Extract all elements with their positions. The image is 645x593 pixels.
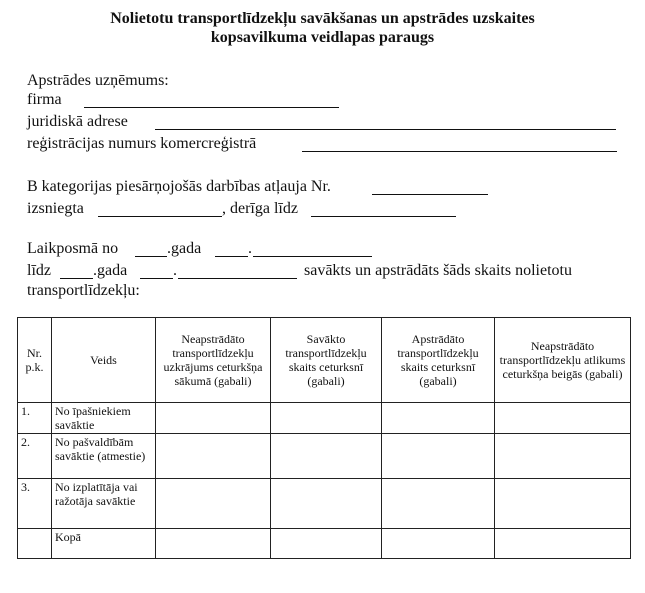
cell-backlog-end[interactable] bbox=[495, 434, 631, 479]
firm-label: firma bbox=[27, 91, 62, 108]
cell-backlog-end[interactable] bbox=[495, 479, 631, 529]
cell-processed[interactable] bbox=[382, 403, 495, 434]
registration-label: reģistrācijas numurs komercreģistrā bbox=[27, 135, 257, 152]
cell-processed[interactable] bbox=[382, 434, 495, 479]
collected-text: savākts un apstrādāts šāds skaits nolietotu bbox=[304, 262, 572, 279]
company-heading: Apstrādes uzņēmums: bbox=[27, 72, 169, 89]
header-nr: Nr. p.k. bbox=[18, 318, 52, 403]
form-title bbox=[0, 9, 645, 47]
vehicles-text: transportlīdzekļu: bbox=[27, 282, 140, 299]
row-type: No izplatītāja vai ražotāja savāktie bbox=[52, 479, 156, 529]
to-year-field[interactable] bbox=[60, 278, 93, 279]
total-number-cell bbox=[18, 529, 52, 559]
cell-total-backlog-start[interactable] bbox=[156, 529, 271, 559]
to-day-field[interactable] bbox=[178, 278, 297, 279]
header-processed: Apstrādāto transportlīdzekļu skaits ceturksnī (gabali) bbox=[382, 318, 495, 403]
cell-total-collected[interactable] bbox=[271, 529, 382, 559]
cell-total-processed[interactable] bbox=[382, 529, 495, 559]
row-type: No īpašniekiem savāktie bbox=[52, 403, 156, 434]
permit-label: B kategorijas piesārņojošās darbības atļauja Nr. bbox=[27, 178, 331, 195]
table-row bbox=[18, 403, 631, 434]
valid-label: , derīga līdz bbox=[222, 200, 298, 217]
table-total-row bbox=[18, 529, 631, 559]
cell-processed[interactable] bbox=[382, 479, 495, 529]
firm-field[interactable] bbox=[84, 107, 339, 108]
header-type: Veids bbox=[52, 318, 156, 403]
valid-until-field[interactable] bbox=[311, 216, 456, 217]
cell-collected[interactable] bbox=[271, 403, 382, 434]
row-number: 2. bbox=[18, 434, 52, 479]
year-label-2: .gada bbox=[93, 262, 128, 279]
title-line-1: Nolietotu transportlīdzekļu savākšanas un apstrādes uzskaites bbox=[110, 10, 535, 27]
row-type: No pašvaldībām savāktie (atmestie) bbox=[52, 434, 156, 479]
table-row bbox=[18, 479, 631, 529]
year-label-1: .gada bbox=[167, 240, 202, 257]
dot-2: . bbox=[173, 262, 177, 279]
cell-total-backlog-end[interactable] bbox=[495, 529, 631, 559]
to-label: līdz bbox=[27, 262, 51, 279]
registration-field[interactable] bbox=[302, 151, 617, 152]
summary-table bbox=[17, 317, 631, 559]
row-number: 3. bbox=[18, 479, 52, 529]
to-month-field[interactable] bbox=[140, 278, 173, 279]
permit-number-field[interactable] bbox=[372, 194, 488, 195]
title-line-2: kopsavilkuma veidlapas paraugs bbox=[210, 29, 435, 46]
cell-backlog-end[interactable] bbox=[495, 403, 631, 434]
cell-backlog-start[interactable] bbox=[156, 479, 271, 529]
table-row bbox=[18, 434, 631, 479]
cell-collected[interactable] bbox=[271, 479, 382, 529]
from-month-field[interactable] bbox=[215, 256, 248, 257]
dot-1: . bbox=[248, 240, 252, 257]
from-year-field[interactable] bbox=[135, 256, 167, 257]
row-number: 1. bbox=[18, 403, 52, 434]
address-field[interactable] bbox=[155, 129, 616, 130]
from-label: Laikposmā no bbox=[27, 240, 119, 257]
issued-date-field[interactable] bbox=[98, 216, 222, 217]
issued-label: izsniegta bbox=[27, 200, 84, 217]
from-day-field[interactable] bbox=[253, 256, 372, 257]
cell-collected[interactable] bbox=[271, 434, 382, 479]
header-backlog-start: Neapstrādāto transportlīdzekļu uzkrājums ceturkšņa sākumā (gabali) bbox=[156, 318, 271, 403]
table-header-row bbox=[18, 318, 631, 403]
total-label: Kopā bbox=[52, 529, 156, 559]
header-backlog-end: Neapstrādāto transportlīdzekļu atlikums ceturkšņa beigās (gabali) bbox=[495, 318, 631, 403]
cell-backlog-start[interactable] bbox=[156, 434, 271, 479]
cell-backlog-start[interactable] bbox=[156, 403, 271, 434]
address-label: juridiskā adrese bbox=[27, 113, 128, 130]
header-collected: Savākto transportlīdzekļu skaits ceturksnī (gabali) bbox=[271, 318, 382, 403]
